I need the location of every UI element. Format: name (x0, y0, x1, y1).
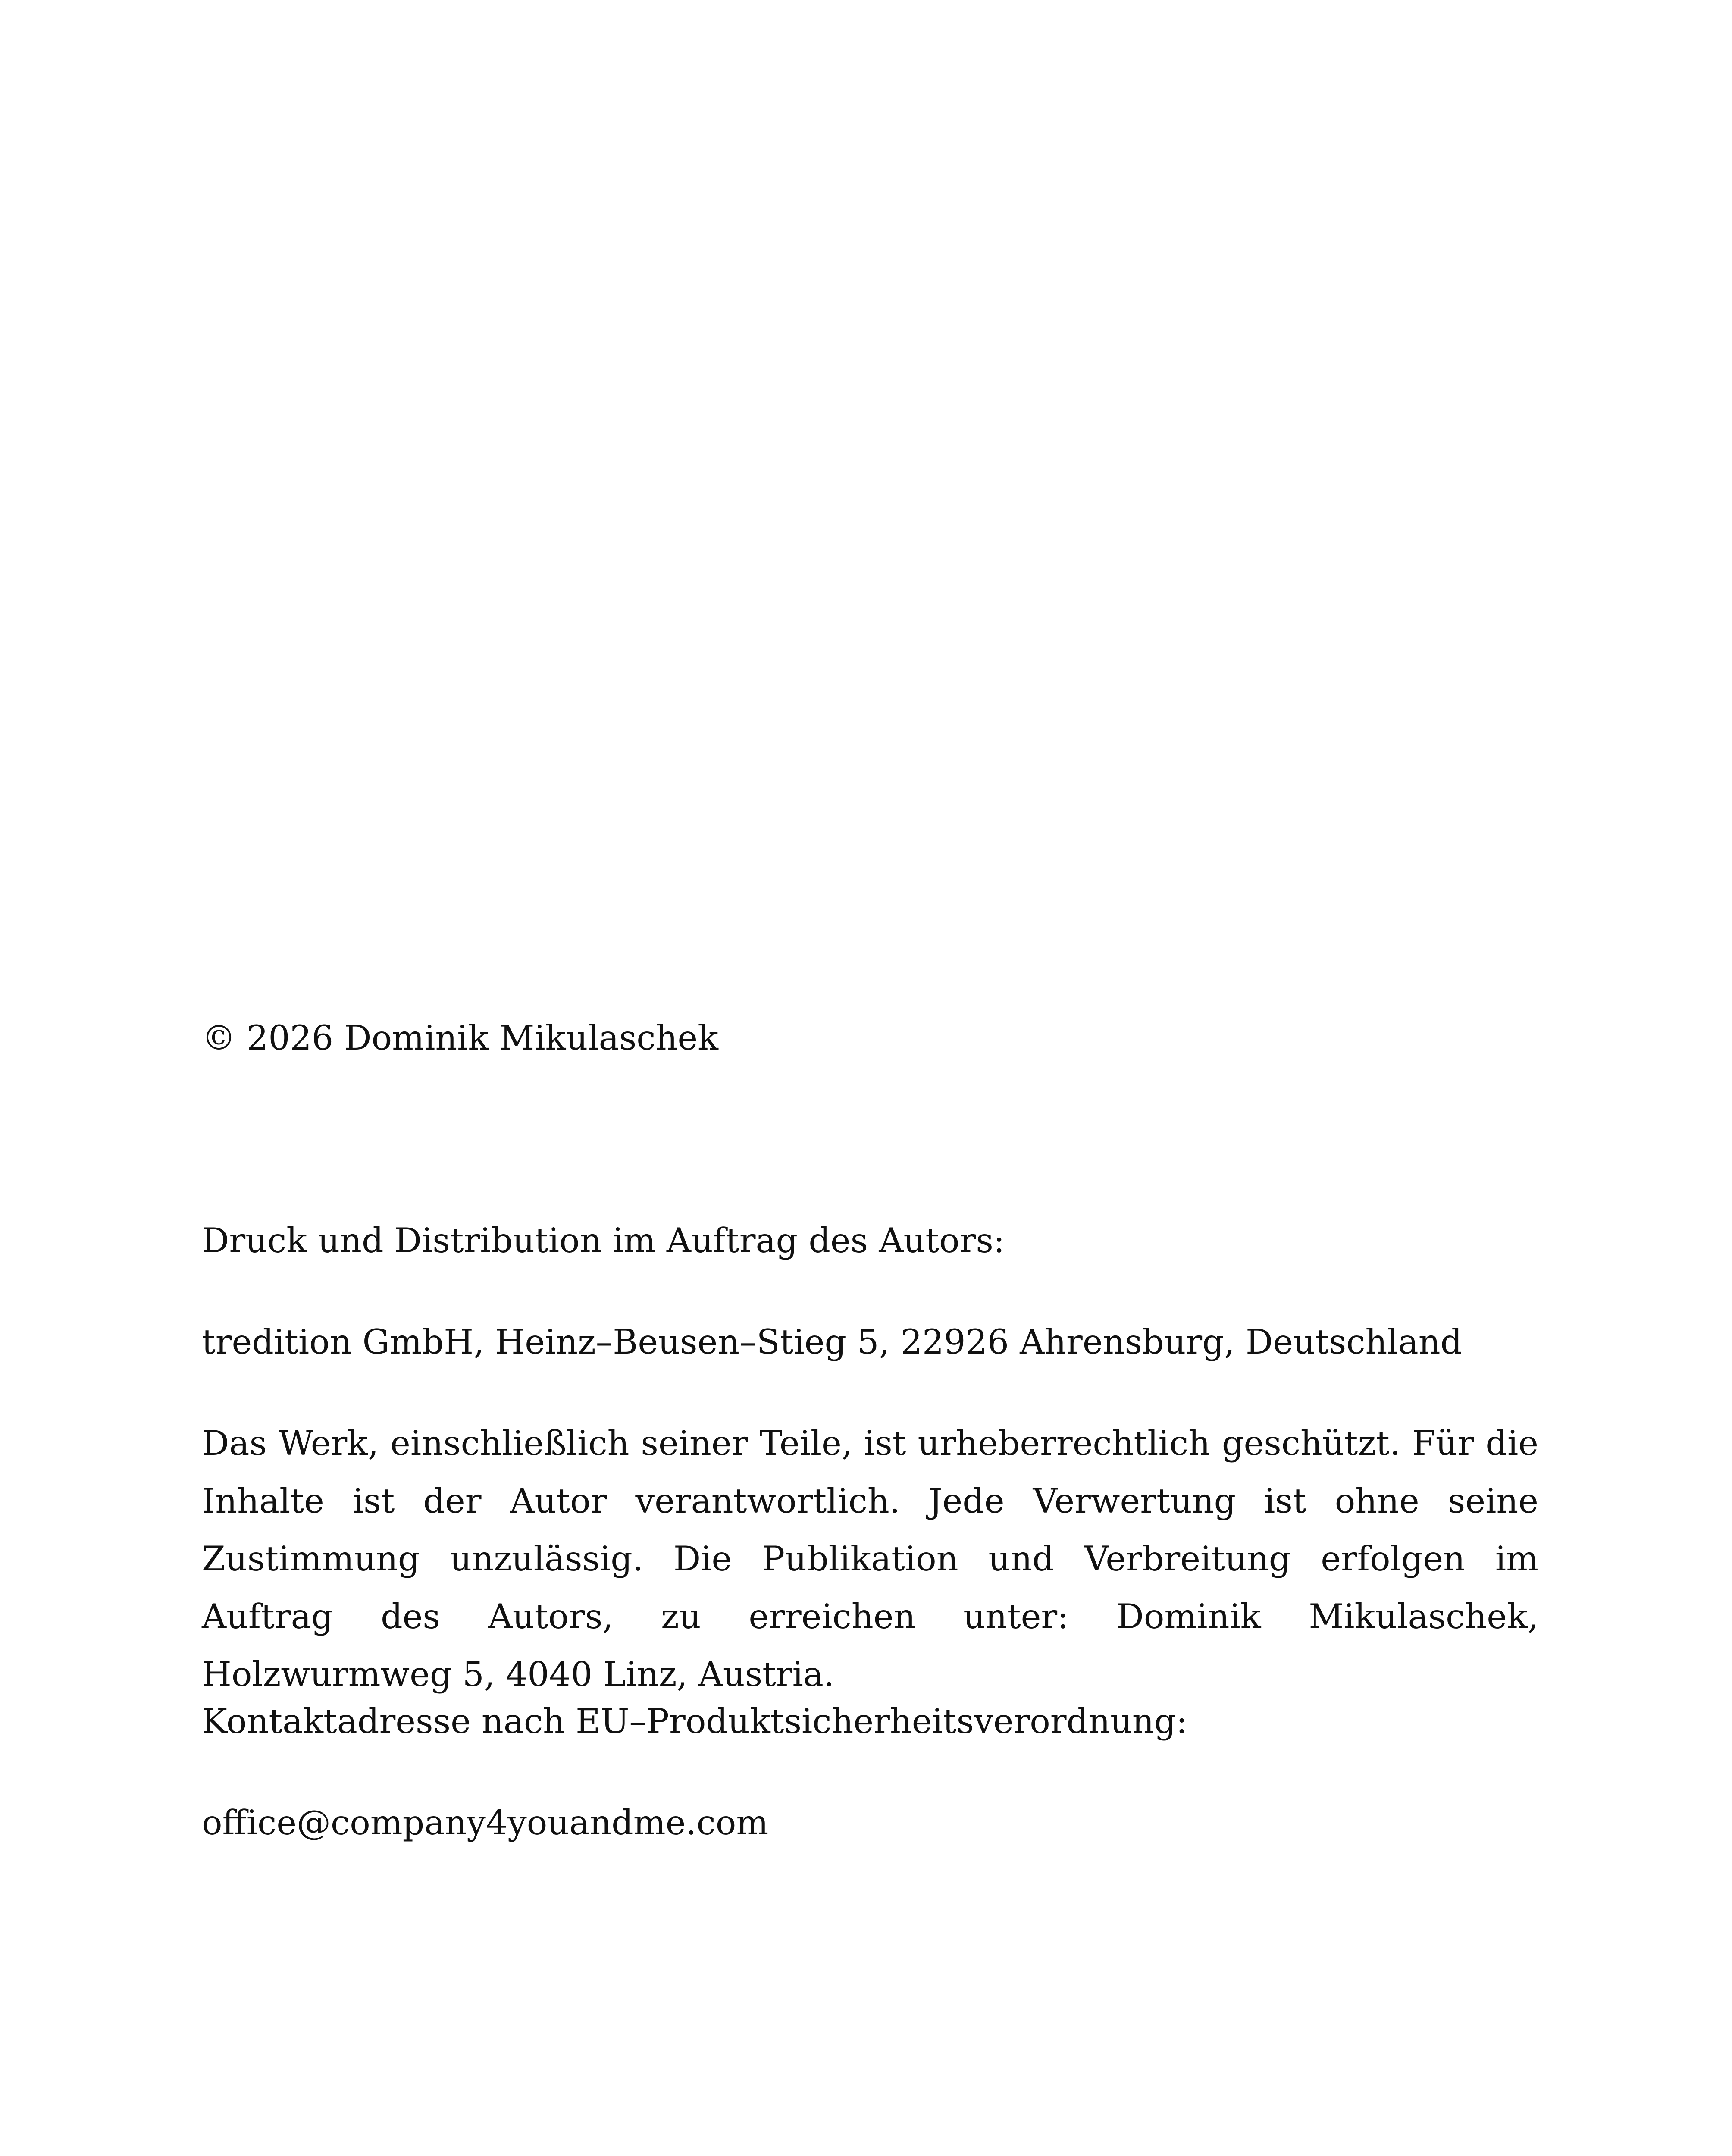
contact-email: office@company4youandme.com (202, 1803, 769, 1843)
legal-notice: Das Werk, einschließlich seiner Teile, ist urheberrechtlich geschützt. Für die Inhalte ist der Autor verantwortlich. Jede Verwertung ist ohne seine Zustimmung unzulässig. Die Publikation und Verbreitung erfolgen im Auftrag des Autors, zu erreichen unter: Dominik Mikulaschek, Holzwurmweg 5, 4040 Linz, Austria. (202, 1423, 1538, 1694)
publisher-address: tredition GmbH, Heinz–Beusen–Stieg 5, 22926 Ahrensburg, Deutschland (202, 1322, 1463, 1362)
print-distribution-heading: Druck und Distribution im Auftrag des Autors: (202, 1221, 1005, 1260)
contact-heading: Kontaktadresse nach EU–Produktsicherheitsverordnung: (202, 1702, 1187, 1741)
copyright-notice: © 2026 Dominik Mikulaschek (202, 1018, 719, 1058)
